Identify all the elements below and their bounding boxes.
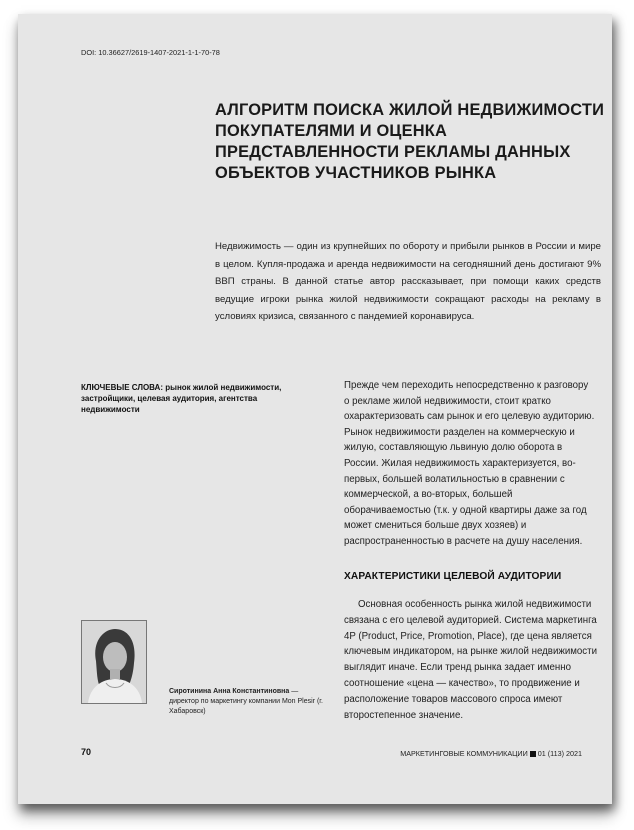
footer-journal: МАРКЕТИНГОВЫЕ КОММУНИКАЦИИ bbox=[400, 749, 528, 758]
square-icon bbox=[530, 751, 536, 757]
doi-line: DOI: 10.36627/2619-1407-2021-1-1-70-78 bbox=[81, 48, 220, 57]
abstract: Недвижимость — один из крупнейших по обороту и прибыли рынков в России и мире в целом. Купля-продажа и аренда недвижимости на сегодняшний день достигают 9% ВВП страны. В данной статье автор рассказывает, при помощи каких средств ведущие игроки рынка жилой недвижимости сокращают расходы на рекламу в условиях кризиса, связанного с пандемией коронавируса. bbox=[215, 241, 601, 323]
author-name: Сиротинина Анна Константиновна bbox=[169, 688, 290, 695]
keywords-text: рынок жилой недвижимости, застройщики, целевая аудитория, агентства недвижимости bbox=[81, 383, 282, 414]
author-portrait-icon bbox=[82, 621, 146, 703]
author-credit bbox=[169, 687, 329, 717]
author-role: — директор по маркетингу компании Mon Plesir (г. Хабаровск) bbox=[169, 688, 323, 715]
author-photo bbox=[81, 620, 147, 704]
article-title: АЛГОРИТМ ПОИСКА ЖИЛОЙ НЕДВИЖИМОСТИ ПОКУПАТЕЛЯМИ И ОЦЕНКА ПРЕДСТАВЛЕННОСТИ РЕКЛАМЫ ДАННЫХ ОБЪЕКТОВ УЧАСТНИКОВ РЫНКА bbox=[215, 101, 605, 182]
intro-paragraph: Прежде чем переходить непосредственно к разговору о рекламе жилой недвижимости, стоит кратко охарактеризовать сам рынок и его целевую аудиторию. Рынок недвижимости разделен на коммерческую и жилую, составляющую львиную долю оборота в России. Жилая недвижимость характеризуется, во-первых, большей волатильностью в сравнении с коммерческой, а во-вторых, большей оборачиваемостью (т.к. у одной квартиры даже за год может смениться больше двух хозяев) и распространенностью в расчете на душу населения. bbox=[344, 380, 595, 547]
running-footer bbox=[400, 749, 582, 758]
keywords bbox=[81, 382, 311, 415]
section-paragraph: Основная особенность рынка жилой недвижимости связана с его целевой аудиторией. Система маркетинга 4P (Product, Price, Promotion, Place), где цена является ключевым индикатором, на рынке жилой недвижимости выглядит иначе. Если тренд рынка задает именно соотношение «цена — качество», то продвижение и расположение товаров массового спроса имеют второстепенное значение. bbox=[344, 599, 598, 721]
keywords-label: КЛЮЧЕВЫЕ СЛОВА: bbox=[81, 383, 163, 392]
page-number: 70 bbox=[81, 747, 92, 757]
section-heading: ХАРАКТЕРИСТИКИ ЦЕЛЕВОЙ АУДИТОРИИ bbox=[344, 571, 562, 582]
journal-page bbox=[18, 14, 612, 804]
footer-issue: 01 (113) 2021 bbox=[537, 749, 582, 758]
